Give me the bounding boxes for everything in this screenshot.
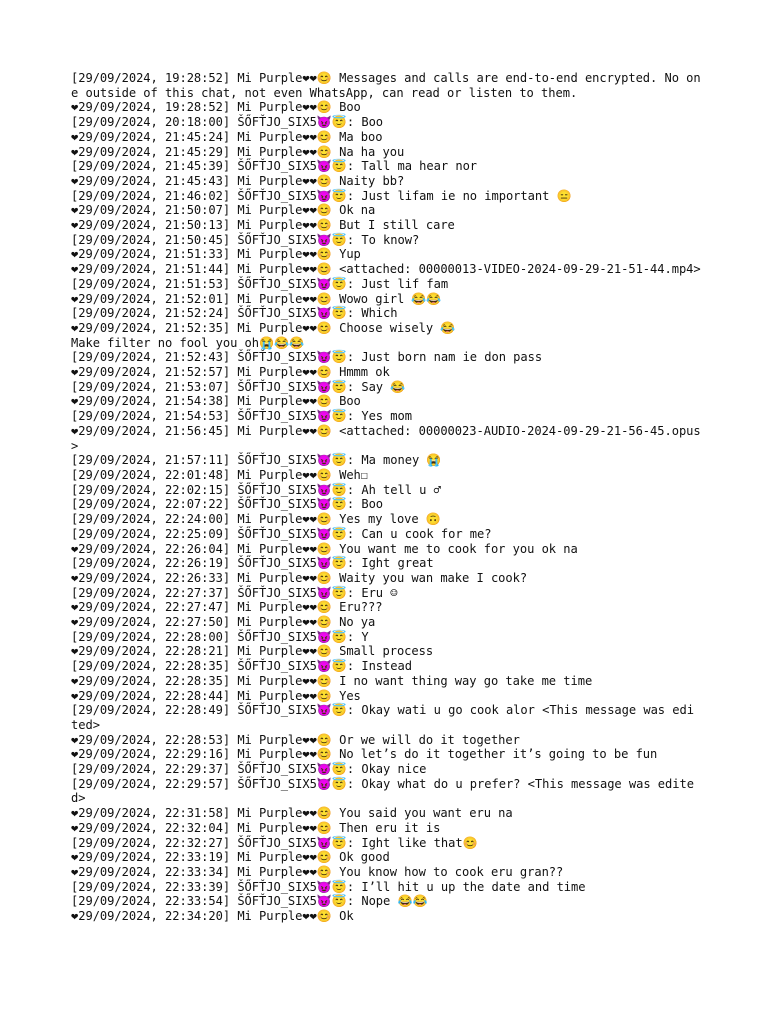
chat-line: ❤29/09/2024, 22:28:44] Mi Purple❤❤😊 Yes bbox=[71, 688, 361, 703]
chat-line: ❤29/09/2024, 21:45:43] Mi Purple❤❤😊 Naity bb? bbox=[71, 173, 405, 188]
chat-line: ❤29/09/2024, 19:28:52] Mi Purple❤❤😊 Boo bbox=[71, 100, 361, 115]
chat-line: [29/09/2024, 22:29:57] ŠŐFŤJO_SIX5😈😇: Okay what do u prefer? <This message was edited> bbox=[71, 776, 694, 806]
chat-line: [29/09/2024, 22:32:27] ŠŐFŤJO_SIX5😈😇: Ight like that😊 bbox=[71, 835, 478, 850]
chat-line: ❤29/09/2024, 22:33:34] Mi Purple❤❤😊 You know how to cook eru gran?? bbox=[71, 864, 564, 879]
chat-line: [29/09/2024, 21:50:45] ŠŐFŤJO_SIX5😈😇: To know? bbox=[71, 232, 420, 247]
chat-line: [29/09/2024, 22:25:09] ŠŐFŤJO_SIX5😈😇: Can u cook for me? bbox=[71, 526, 492, 541]
chat-line: ❤29/09/2024, 21:56:45] Mi Purple❤❤😊 <attached: 00000023-AUDIO-2024-09-29-21-56-45.opus> bbox=[71, 423, 701, 453]
chat-line: ❤29/09/2024, 22:26:04] Mi Purple❤❤😊 You want me to cook for you ok na bbox=[71, 541, 578, 556]
chat-line: ❤29/09/2024, 22:31:58] Mi Purple❤❤😊 You said you want eru na bbox=[71, 806, 513, 821]
chat-line: ❤29/09/2024, 22:26:33] Mi Purple❤❤😊 Waity you wan make I cook? bbox=[71, 570, 528, 585]
chat-line: ❤29/09/2024, 21:45:29] Mi Purple❤❤😊 Na ha you bbox=[71, 144, 405, 159]
chat-line: ❤29/09/2024, 21:52:35] Mi Purple❤❤😊 Choose wisely 😂 bbox=[71, 320, 456, 335]
chat-line: [29/09/2024, 19:28:52] Mi Purple❤❤😊 Messages and calls are end-to-end encrypted. No one outside of this chat, not even WhatsApp, can read or listen to them. bbox=[71, 71, 701, 100]
chat-line: [29/09/2024, 21:57:11] ŠŐFŤJO_SIX5😈😇: Ma money 😭 bbox=[71, 453, 442, 468]
chat-line: [29/09/2024, 22:28:00] ŠŐFŤJO_SIX5😈😇: Y bbox=[71, 629, 369, 644]
chat-line: [29/09/2024, 21:45:39] ŠŐFŤJO_SIX5😈😇: Tall ma hear nor bbox=[71, 159, 478, 174]
chat-line: [29/09/2024, 22:26:19] ŠŐFŤJO_SIX5😈😇: Ight great bbox=[71, 556, 434, 571]
chat-line: [29/09/2024, 22:28:35] ŠŐFŤJO_SIX5😈😇: Instead bbox=[71, 659, 412, 674]
chat-line: [29/09/2024, 21:51:53] ŠŐFŤJO_SIX5😈😇: Just lif fam bbox=[71, 276, 449, 291]
chat-line: [29/09/2024, 22:02:15] ŠŐFŤJO_SIX5😈😇: Ah tell u ♂ bbox=[71, 482, 441, 497]
chat-line: [29/09/2024, 21:46:02] ŠŐFŤJO_SIX5😈😇: Just lifam ie no important 😑 bbox=[71, 188, 572, 203]
chat-line: [29/09/2024, 22:27:37] ŠŐFŤJO_SIX5😈😇: Eru ☺ bbox=[71, 585, 398, 600]
chat-line: ❤29/09/2024, 21:52:57] Mi Purple❤❤😊 Hmmm ok bbox=[71, 365, 390, 380]
chat-line: ❤29/09/2024, 21:54:38] Mi Purple❤❤😊 Boo bbox=[71, 394, 361, 409]
chat-line: [29/09/2024, 21:52:43] ŠŐFŤJO_SIX5😈😇: Just born nam ie don pass bbox=[71, 350, 543, 365]
chat-line: ❤29/09/2024, 21:52:01] Mi Purple❤❤😊 Wowo girl 😂😂 bbox=[71, 291, 442, 306]
chat-line: [29/09/2024, 20:18:00] ŠŐFŤJO_SIX5😈😇: Boo bbox=[71, 115, 384, 130]
chat-line: ❤29/09/2024, 22:27:50] Mi Purple❤❤😊 No ya bbox=[71, 615, 376, 630]
chat-line: [29/09/2024, 22:07:22] ŠŐFŤJO_SIX5😈😇: Boo bbox=[71, 497, 384, 512]
chat-line: ❤29/09/2024, 22:28:35] Mi Purple❤❤😊 I no want thing way go take me time bbox=[71, 673, 593, 688]
chat-line: ❤29/09/2024, 22:33:19] Mi Purple❤❤😊 Ok good bbox=[71, 850, 390, 865]
chat-line: ❤29/09/2024, 21:50:13] Mi Purple❤❤😊 But I still care bbox=[71, 218, 455, 233]
chat-line: [29/09/2024, 22:33:39] ŠŐFŤJO_SIX5😈😇: I’ll hit u up the date and time bbox=[71, 879, 586, 894]
chat-line: [29/09/2024, 21:52:24] ŠŐFŤJO_SIX5😈😇: Which bbox=[71, 306, 398, 321]
chat-line: [29/09/2024, 22:28:49] ŠŐFŤJO_SIX5😈😇: Okay wati u go cook alor <This message was edited> bbox=[71, 703, 694, 732]
chat-line: ❤29/09/2024, 21:45:24] Mi Purple❤❤😊 Ma boo bbox=[71, 129, 383, 144]
chat-line: ❤29/09/2024, 22:32:04] Mi Purple❤❤😊 Then eru it is bbox=[71, 820, 441, 835]
chat-line: Make filter no fool you oh😭😂😂 bbox=[71, 335, 305, 350]
chat-line: [29/09/2024, 21:53:07] ŠŐFŤJO_SIX5😈😇: Say 😂 bbox=[71, 379, 406, 394]
chat-line: ❤29/09/2024, 22:29:16] Mi Purple❤❤😊 No let’s do it together it’s going to be fun bbox=[71, 747, 658, 762]
chat-line: ❤29/09/2024, 21:51:44] Mi Purple❤❤😊 <attached: 00000013-VIDEO-2024-09-29-21-51-44.mp4> bbox=[71, 262, 701, 277]
chat-line: ❤29/09/2024, 21:51:33] Mi Purple❤❤😊 Yup bbox=[71, 247, 361, 262]
chat-line: ❤29/09/2024, 22:28:21] Mi Purple❤❤😊 Small process bbox=[71, 644, 434, 659]
chat-line: [29/09/2024, 22:29:37] ŠŐFŤJO_SIX5😈😇: Okay nice bbox=[71, 762, 427, 777]
chat-line: ❤29/09/2024, 22:28:53] Mi Purple❤❤😊 Or we will do it together bbox=[71, 732, 520, 747]
chat-line: [29/09/2024, 22:24:00] Mi Purple❤❤😊 Yes my love 🙃 bbox=[71, 512, 441, 527]
chat-line: ❤29/09/2024, 21:50:07] Mi Purple❤❤😊 Ok na bbox=[71, 203, 376, 218]
chat-line: [29/09/2024, 22:01:48] Mi Purple❤❤😊 Weh☐ bbox=[71, 467, 369, 482]
chat-export-text bbox=[71, 71, 701, 924]
chat-line: ❤29/09/2024, 22:34:20] Mi Purple❤❤😊 Ok bbox=[71, 909, 354, 924]
chat-line: [29/09/2024, 21:54:53] ŠŐFŤJO_SIX5😈😇: Yes mom bbox=[71, 409, 412, 424]
chat-line: [29/09/2024, 22:33:54] ŠŐFŤJO_SIX5😈😇: Nope 😂😂 bbox=[71, 894, 428, 909]
chat-line: ❤29/09/2024, 22:27:47] Mi Purple❤❤😊 Eru??? bbox=[71, 600, 383, 615]
